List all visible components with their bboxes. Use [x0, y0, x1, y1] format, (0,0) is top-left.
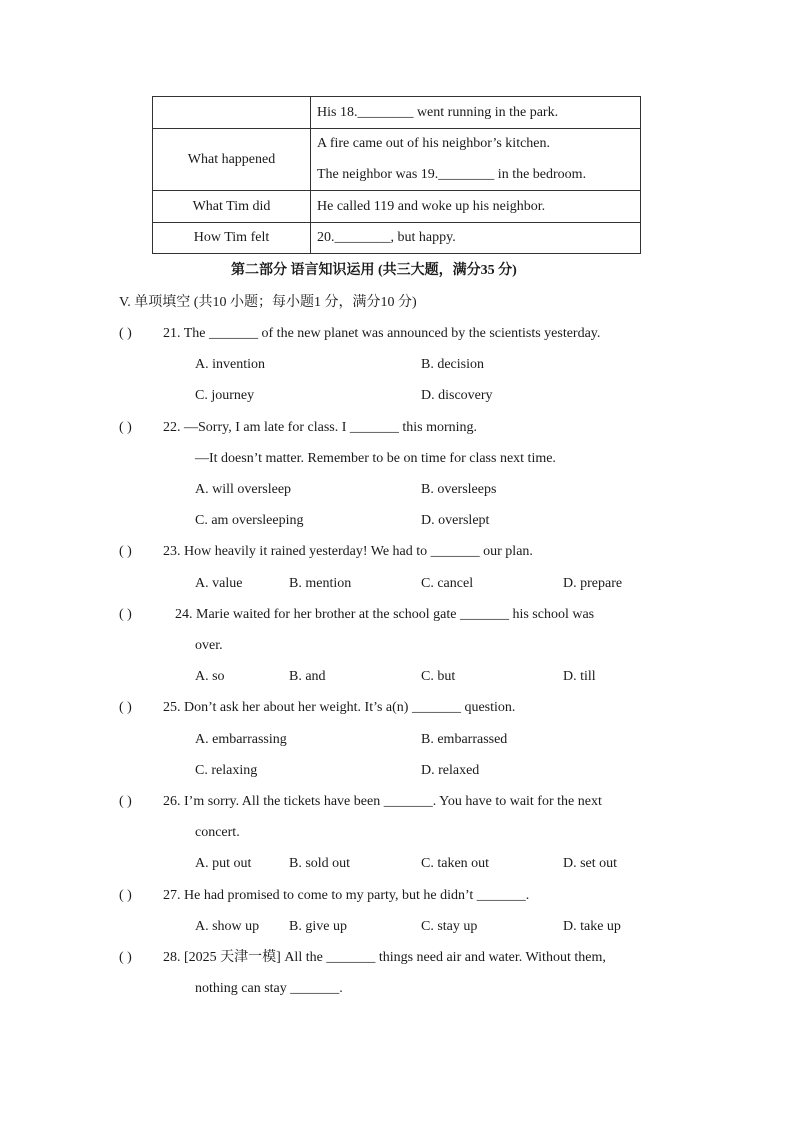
option-b: B. mention	[289, 576, 352, 591]
question-stem-line2: concert.	[195, 825, 240, 840]
answer-bracket[interactable]: ( )	[119, 888, 132, 903]
option-c: C. stay up	[421, 919, 478, 934]
answer-bracket[interactable]: ( )	[119, 700, 132, 715]
option-a: A. value	[195, 576, 243, 591]
question-stem-line2: over.	[195, 638, 223, 653]
answer-bracket[interactable]: ( )	[119, 607, 132, 622]
option-c: C. relaxing	[195, 763, 258, 778]
question-stem: 22. —Sorry, I am late for class. I _______ this morning.	[163, 420, 478, 435]
option-a: A. put out	[195, 856, 252, 871]
option-c: C. cancel	[421, 576, 474, 591]
table-label-cell: What happened	[153, 129, 311, 191]
option-a: A. will oversleep	[195, 482, 292, 497]
answer-bracket[interactable]: ( )	[119, 544, 132, 559]
option-c: C. but	[421, 669, 456, 684]
table-label-cell: How Tim felt	[153, 223, 311, 254]
table-label-cell	[153, 97, 311, 129]
table-row	[153, 191, 641, 223]
table-row	[153, 129, 641, 160]
option-a: A. invention	[195, 357, 265, 372]
option-a: A. embarrassing	[195, 732, 287, 747]
option-c: C. am oversleeping	[195, 513, 304, 528]
question-stem: 26. I’m sorry. All the tickets have been _______. You have to wait for the next	[163, 794, 602, 809]
question-stem: 23. How heavily it rained yesterday! We had to _______ our plan.	[163, 544, 533, 559]
option-c: C. journey	[195, 388, 255, 403]
table-row	[153, 223, 641, 254]
option-b: B. decision	[421, 357, 484, 372]
option-d: D. prepare	[563, 576, 623, 591]
section-title: V. 单项填空 (共10 小题；每小题1 分，满分10 分)	[119, 295, 417, 310]
part-title: 第二部分 语言知识运用 (共三大题，满分35 分)	[231, 263, 517, 278]
question-stem: 21. The _______ of the new planet was announced by the scientists yesterday.	[163, 326, 601, 341]
question-stem: 24. Marie waited for her brother at the school gate _______ his school was	[175, 607, 595, 622]
question-stem-line2: —It doesn’t matter. Remember to be on time for class next time.	[195, 451, 556, 466]
option-d: D. take up	[563, 919, 621, 934]
option-d: D. set out	[563, 856, 618, 871]
table-label-cell: What Tim did	[153, 191, 311, 223]
option-b: B. oversleeps	[421, 482, 497, 497]
option-b: B. embarrassed	[421, 732, 508, 747]
option-b: B. give up	[289, 919, 347, 934]
table-row	[153, 97, 641, 129]
option-d: D. discovery	[421, 388, 493, 403]
answer-bracket[interactable]: ( )	[119, 950, 132, 965]
option-a: A. show up	[195, 919, 260, 934]
table-value-cell: 20.________, but happy.	[311, 223, 641, 254]
table-value-cell: He called 119 and woke up his neighbor.	[311, 191, 641, 223]
answer-bracket[interactable]: ( )	[119, 326, 132, 341]
option-d: D. relaxed	[421, 763, 480, 778]
answer-bracket[interactable]: ( )	[119, 794, 132, 809]
table-value-cell: The neighbor was 19.________ in the bedroom.	[311, 160, 641, 191]
option-a: A. so	[195, 669, 225, 684]
question-stem: 25. Don’t ask her about her weight. It’s a(n) _______ question.	[163, 700, 516, 715]
question-stem: 27. He had promised to come to my party, but he didn’t _______.	[163, 888, 530, 903]
option-b: B. and	[289, 669, 326, 684]
answer-bracket[interactable]: ( )	[119, 420, 132, 435]
table-value-cell: His 18.________ went running in the park.	[311, 97, 641, 129]
info-table	[152, 96, 641, 254]
question-stem: 28. [2025 天津一模] All the _______ things need air and water. Without them,	[163, 950, 606, 965]
option-d: D. till	[563, 669, 596, 684]
table-value-cell: A fire came out of his neighbor’s kitchen.	[311, 129, 641, 160]
option-d: D. overslept	[421, 513, 490, 528]
option-c: C. taken out	[421, 856, 490, 871]
option-b: B. sold out	[289, 856, 351, 871]
question-stem-line2: nothing can stay _______.	[195, 981, 343, 996]
